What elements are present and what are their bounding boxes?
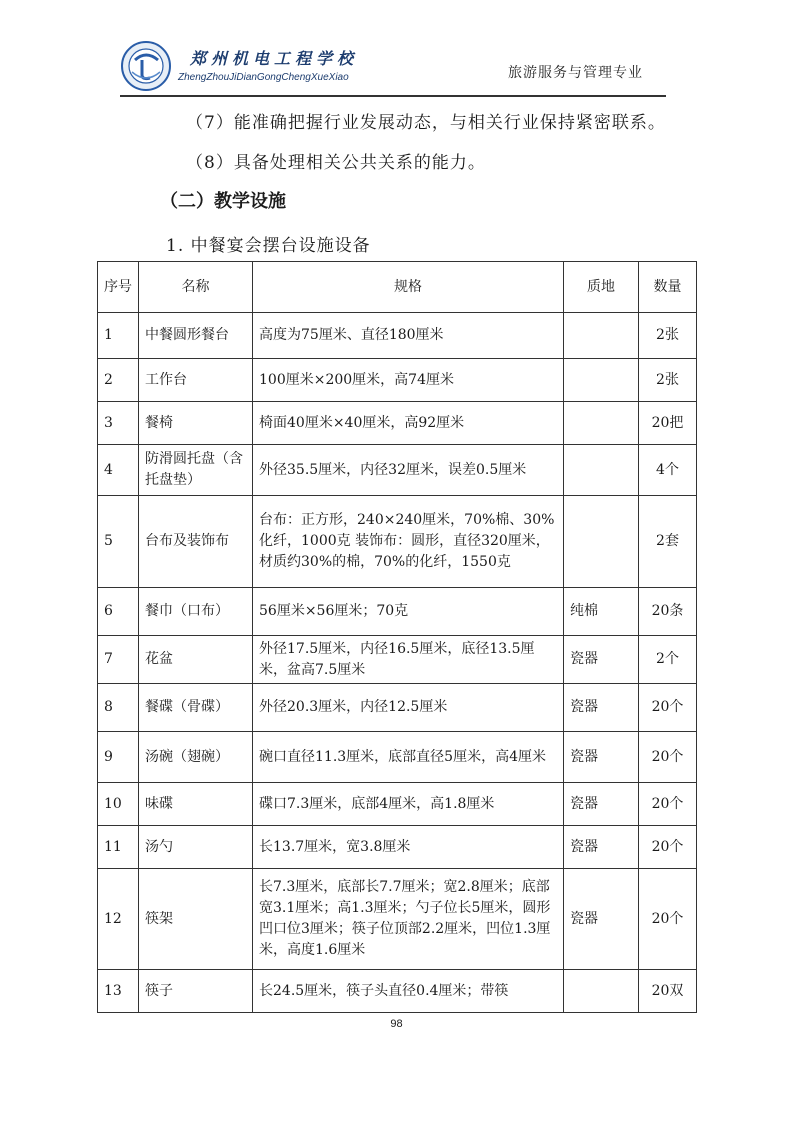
table-row (98, 636, 697, 684)
header-no: 序号 (98, 262, 139, 313)
cell-qty: 4个 (639, 445, 697, 496)
cell-name: 防滑圆托盘（含托盘垫） (139, 445, 253, 496)
cell-no: 4 (98, 445, 139, 496)
cell-spec: 长7.3厘米，底部长7.7厘米；宽2.8厘米；底部宽3.1厘米；高1.3厘米；勺子位长5厘米，圆形凹口位3厘米；筷子位顶部2.2厘米，凹位1.3厘米，高度1.6厘米 (253, 869, 564, 970)
cell-qty: 20双 (639, 970, 697, 1013)
table-row (98, 783, 697, 826)
cell-name: 筷子 (139, 970, 253, 1013)
paragraph-item-8: （8）具备处理相关公共关系的能力。 (186, 153, 486, 173)
cell-material (564, 496, 639, 588)
header-rule (120, 95, 666, 97)
page-number: 98 (390, 1018, 403, 1030)
cell-name: 中餐圆形餐台 (139, 313, 253, 359)
cell-qty: 20个 (639, 732, 697, 783)
cell-no: 2 (98, 359, 139, 402)
cell-no: 10 (98, 783, 139, 826)
cell-spec: 长24.5厘米，筷子头直径0.4厘米；带筷 (253, 970, 564, 1013)
sub-title: 1. 中餐宴会摆台设施设备 (166, 236, 371, 256)
cell-no: 11 (98, 826, 139, 869)
section-title: （二）教学设施 (160, 191, 286, 212)
cell-material: 瓷器 (564, 826, 639, 869)
equipment-table (97, 261, 697, 1013)
cell-name: 汤碗（翅碗） (139, 732, 253, 783)
table-row (98, 402, 697, 445)
header-spec: 规格 (253, 262, 564, 313)
cell-material (564, 359, 639, 402)
cell-qty: 2张 (639, 359, 697, 402)
school-name-cn: 郑州机电工程学校 (190, 49, 359, 68)
cell-material (564, 445, 639, 496)
cell-name: 汤勺 (139, 826, 253, 869)
cell-no: 9 (98, 732, 139, 783)
cell-qty: 20个 (639, 684, 697, 732)
table-row (98, 445, 697, 496)
cell-spec: 外径35.5厘米，内径32厘米，误差0.5厘米 (253, 445, 564, 496)
cell-spec: 外径17.5厘米，内径16.5厘米，底径13.5厘米，盆高7.5厘米 (253, 636, 564, 684)
cell-qty: 20条 (639, 588, 697, 636)
cell-spec: 台布：正方形，240×240厘米，70%棉、30%化纤，1000克 装饰布：圆形，直径320厘米，材质约30%的棉，70%的化纤，1550克 (253, 496, 564, 588)
header-qty: 数量 (639, 262, 697, 313)
table-row (98, 732, 697, 783)
table-row (98, 588, 697, 636)
cell-material (564, 970, 639, 1013)
cell-name: 餐碟（骨碟） (139, 684, 253, 732)
header-name: 名称 (139, 262, 253, 313)
cell-material: 纯棉 (564, 588, 639, 636)
table-header-row (98, 262, 697, 313)
cell-name: 花盆 (139, 636, 253, 684)
table-row (98, 970, 697, 1013)
cell-material: 瓷器 (564, 684, 639, 732)
cell-no: 3 (98, 402, 139, 445)
cell-name: 工作台 (139, 359, 253, 402)
paragraph-item-7: （7）能准确把握行业发展动态，与相关行业保持紧密联系。 (186, 113, 666, 133)
cell-material: 瓷器 (564, 869, 639, 970)
cell-spec: 碗口直径11.3厘米，底部直径5厘米，高4厘米 (253, 732, 564, 783)
cell-name: 台布及装饰布 (139, 496, 253, 588)
cell-no: 1 (98, 313, 139, 359)
page-header (0, 0, 793, 100)
cell-spec: 碟口7.3厘米，底部4厘米，高1.8厘米 (253, 783, 564, 826)
cell-spec: 56厘米×56厘米；70克 (253, 588, 564, 636)
header-material: 质地 (564, 262, 639, 313)
cell-name: 餐椅 (139, 402, 253, 445)
cell-name: 餐巾（口布） (139, 588, 253, 636)
cell-no: 13 (98, 970, 139, 1013)
major-title: 旅游服务与管理专业 (508, 65, 643, 81)
school-name-en: ZhengZhouJiDianGongChengXueXiao (178, 72, 349, 83)
cell-name: 筷架 (139, 869, 253, 970)
cell-qty: 2套 (639, 496, 697, 588)
cell-no: 5 (98, 496, 139, 588)
cell-material: 瓷器 (564, 732, 639, 783)
table-row (98, 826, 697, 869)
cell-name: 味碟 (139, 783, 253, 826)
cell-material: 瓷器 (564, 783, 639, 826)
table-row (98, 313, 697, 359)
table-row (98, 496, 697, 588)
cell-spec: 外径20.3厘米，内径12.5厘米 (253, 684, 564, 732)
cell-spec: 100厘米×200厘米，高74厘米 (253, 359, 564, 402)
cell-material (564, 402, 639, 445)
school-logo-icon (120, 40, 172, 92)
cell-material (564, 313, 639, 359)
cell-spec: 高度为75厘米、直径180厘米 (253, 313, 564, 359)
cell-no: 6 (98, 588, 139, 636)
cell-qty: 2张 (639, 313, 697, 359)
cell-no: 12 (98, 869, 139, 970)
cell-qty: 20个 (639, 826, 697, 869)
table-row (98, 359, 697, 402)
cell-no: 7 (98, 636, 139, 684)
cell-no: 8 (98, 684, 139, 732)
cell-qty: 20把 (639, 402, 697, 445)
table-row (98, 684, 697, 732)
cell-spec: 椅面40厘米×40厘米，高92厘米 (253, 402, 564, 445)
cell-qty: 20个 (639, 783, 697, 826)
table-row (98, 869, 697, 970)
cell-material: 瓷器 (564, 636, 639, 684)
cell-spec: 长13.7厘米，宽3.8厘米 (253, 826, 564, 869)
cell-qty: 2个 (639, 636, 697, 684)
cell-qty: 20个 (639, 869, 697, 970)
